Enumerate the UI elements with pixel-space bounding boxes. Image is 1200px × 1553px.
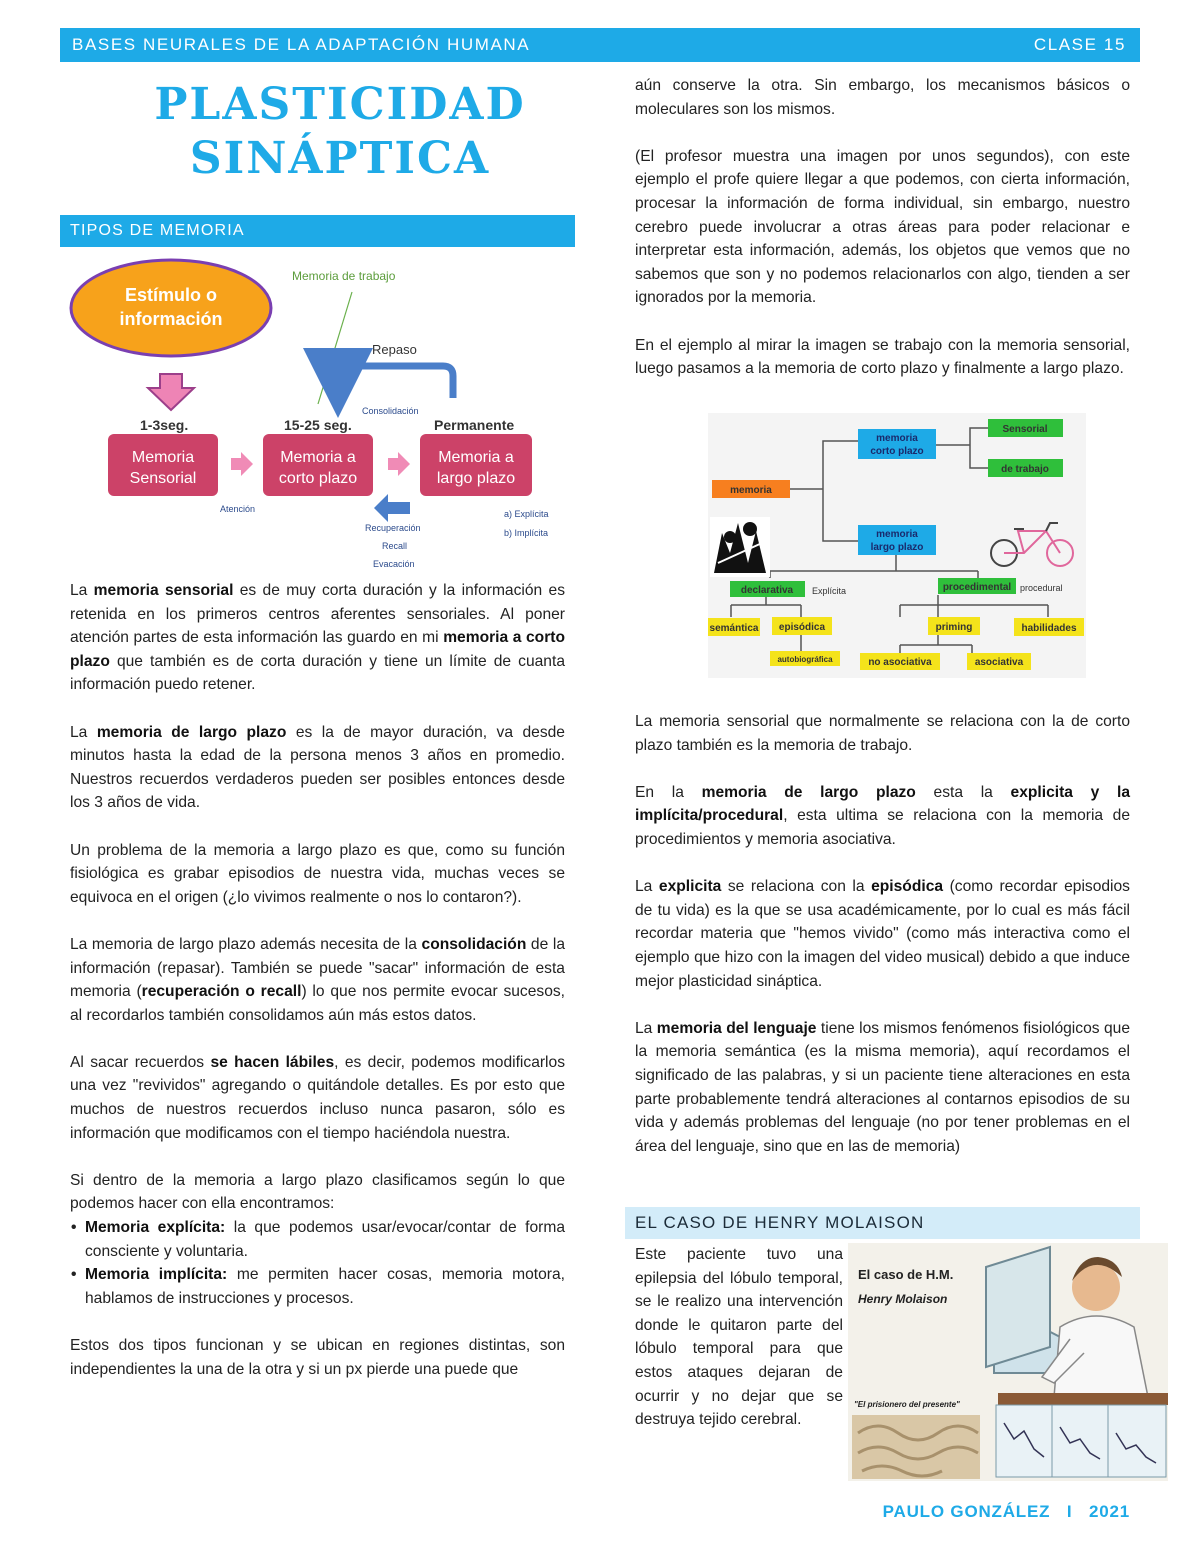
recovery-label: Recuperación [365, 523, 421, 533]
paragraph: Estos dos tipos funcionan y se ubican en regiones distintas, son independientes la una de la otra y si un px pierde una puede que [70, 1337, 565, 1378]
implicit-label: b) Implícita [504, 528, 549, 538]
page-title: PLASTICIDAD SINÁPTICA [154, 79, 526, 184]
svg-text:memoria: memoria [876, 529, 918, 540]
svg-text:memoria: memoria [730, 485, 772, 496]
section-header-memory-types: TIPOS DE MEMORIA [60, 215, 575, 247]
list-item: • Memoria explícita: la que podemos usar/evocar/contar de forma consciente y voluntaria. [70, 1216, 565, 1263]
abstract-picture-icon [710, 517, 770, 577]
svg-text:no asociativa: no asociativa [868, 657, 932, 668]
svg-text:procedural: procedural [1020, 583, 1063, 593]
svg-text:habilidades: habilidades [1021, 623, 1077, 634]
hm-name: Henry Molaison [858, 1292, 948, 1306]
recall-label: Recall [382, 541, 408, 551]
recall-arrow [374, 494, 410, 522]
header-bar [60, 28, 1140, 62]
section-header-henry-molaison: EL CASO DE HENRY MOLAISON [625, 1207, 1140, 1239]
svg-text:Explícita: Explícita [812, 586, 847, 596]
memory-tree-diagram [708, 413, 1086, 678]
arrow-right-2 [388, 452, 410, 476]
paragraph: La memoria de largo plazo además necesita de la consolidación de la información (repasar). También se puede "sacar" información de esta memoria (recuperación o recall) lo que nos permite evocar sucesos, al recordarlos también consolidamos aún más estos datos. [70, 935, 565, 1024]
memory-flow-diagram [60, 252, 575, 574]
paragraph: En el ejemplo al mirar la imagen se trabajo con la memoria sensorial, luego pasamos a la memoria de corto plazo y finalmente a largo plazo. [635, 336, 1130, 378]
paragraph: La memoria sensorial que normalmente se relaciona con la de corto plazo también es la memoria de trabajo. [635, 713, 1130, 754]
case-text: Este paciente tuvo una epilepsia del lóbulo temporal, se le realizo una intervención donde le quitaron parte del lóbulo temporal para que estos ataques dejaran de ocurrir y no dejar que se destruya tejido cerebral. [635, 1246, 843, 1429]
stimulus-label-2: información [119, 309, 223, 329]
svg-text:autobiográfica: autobiográfica [777, 655, 833, 664]
time-label-3: Permanente [434, 417, 515, 433]
paragraph: La explicita se relaciona con la episódica (como recordar episodios de tu vida) es la que se usa académicamente, por lo cual es más fácil recordar materia que "hemos vivido" (como más interactiva como el ejemplo que hizo con la imagen del video musical) debido a que induce mejor plasticidad sináptica. [635, 878, 1130, 990]
arrow-right-1 [231, 452, 253, 476]
svg-text:memoria: memoria [876, 433, 918, 444]
performance-charts [996, 1405, 1166, 1477]
paragraph: Si dentro de la memoria a largo plazo clasificamos según lo que podemos hacer con ella encontramos: [70, 1171, 565, 1213]
evocation-label: Evacación [373, 559, 415, 569]
stimulus-ellipse [71, 260, 271, 356]
svg-text:procedimental: procedimental [942, 582, 1012, 593]
stimulus-label-1: Estímulo o [124, 285, 218, 305]
explicit-label: a) Explícita [504, 509, 549, 519]
paragraph: aún conserve la otra. Sin embargo, los mecanismos básicos o moleculares son los mismos. [635, 77, 1130, 118]
paragraph: Al sacar recuerdos se hacen lábiles, es decir, podemos modificarlos una vez "revividos" agregando o quitándole detalles. Es por esto que muchos de nuestros recuerdos incluso nunca pasaron, sólo es información que modificamos con el tiempo haciéndola nuestra. [70, 1053, 565, 1142]
svg-text:de trabajo: de trabajo [1001, 464, 1049, 475]
svg-text:declarativa: declarativa [740, 585, 794, 596]
paragraph: La memoria del lenguaje tiene los mismos fenómenos fisiológicos que la memoria semántica (es la misma memoria), aquí recordamos el significado de las palabras, y si un paciente tiene alteraciones en esta parte probablemente tendrá alteraciones al contarnos episodios de su vida y además problemas del lenguaje (no por tener problemas en el área del lenguaje, sino que en las de memoria) [635, 1019, 1130, 1155]
hm-subtitle: "El prisionero del presente" [854, 1400, 960, 1409]
right-column-text-middle [635, 710, 1130, 1182]
svg-text:largo plazo: largo plazo [870, 542, 924, 553]
svg-text:semántica: semántica [709, 623, 759, 634]
time-label-2: 15-25 seg. [284, 417, 352, 433]
left-column-text [70, 579, 565, 1405]
consolidation-label: Consolidación [362, 406, 419, 416]
course-title: BASES NEURALES DE LA ADAPTACIÓN HUMANA [72, 35, 531, 54]
svg-text:largo plazo: largo plazo [436, 470, 516, 487]
svg-text:priming: priming [935, 622, 973, 633]
time-label-1: 1-3seg. [140, 417, 189, 433]
svg-text:Memoria a: Memoria a [438, 449, 514, 466]
svg-text:corto plazo: corto plazo [278, 470, 358, 487]
hm-title: El caso de H.M. [858, 1267, 954, 1282]
svg-text:asociativa: asociativa [974, 657, 1024, 668]
memory-types-list [70, 1216, 565, 1310]
brain-icon [852, 1415, 980, 1479]
svg-text:episódica: episódica [778, 622, 826, 633]
henry-molaison-figure [848, 1243, 1168, 1481]
footer-author: PAULO GONZÁLEZ I 2021 [882, 1502, 1130, 1521]
list-item: • Memoria implícita: me permiten hacer cosas, memoria motora, hablamos de instrucciones y procesos. [70, 1263, 565, 1310]
paragraph: Un problema de la memoria a largo plazo es que, como su función fisiológica es grabar episodios de nuestra vida, muchas veces se equivoca en el origen (¿lo vivimos realmente o nos lo contaron?). [70, 841, 565, 906]
paragraph: La memoria de largo plazo es la de mayor duración, va desde minutos hasta la edad de la persona menos 3 años en promedio. Nuestros recuerdos verdaderos pueden ser posibles entonces desde los 3 años de vida. [70, 723, 565, 812]
rehearsal-arrow [338, 366, 453, 398]
working-memory-label: Memoria de trabajo [292, 269, 396, 283]
right-column-text-top [635, 74, 1130, 404]
svg-text:corto plazo: corto plazo [870, 446, 924, 457]
paragraph: (El profesor muestra una imagen por unos segundos), con este ejemplo el profe quiere llegar a que podemos, con cierta información, procesar la información de forma individual, sin embargo, nuestro cerebro puede involucrar a otras áreas para poder relacionar e interpretar esta información, además, los objetos que vemos que no sabemos que son y no podemos relacionarlos con algo, tienden a ser ignorados por la memoria. [635, 147, 1130, 307]
svg-text:Sensorial: Sensorial [1002, 424, 1048, 435]
attention-label: Atención [220, 504, 256, 514]
paragraph: En la memoria de largo plazo esta la explicita y la implícita/procedural, esta ultima se relaciona con la memoria de procedimientos y memoria asociativa. [635, 783, 1130, 848]
svg-text:Memoria: Memoria [131, 449, 195, 466]
down-arrow [148, 374, 194, 410]
svg-text:Memoria a: Memoria a [280, 449, 356, 466]
svg-text:Sensorial: Sensorial [129, 470, 197, 487]
class-label: CLASE 15 [1033, 35, 1126, 54]
paragraph: La memoria sensorial es de muy corta duración y la información es retenida en los primeros centros aferentes sensoriales. Al poner atención partes de esta información las guardo en mi memoria a corto plazo que también es de corta duración y tiene un límite de cuanta información puedo retener. [70, 582, 565, 694]
rehearsal-label: Repaso [372, 342, 417, 357]
